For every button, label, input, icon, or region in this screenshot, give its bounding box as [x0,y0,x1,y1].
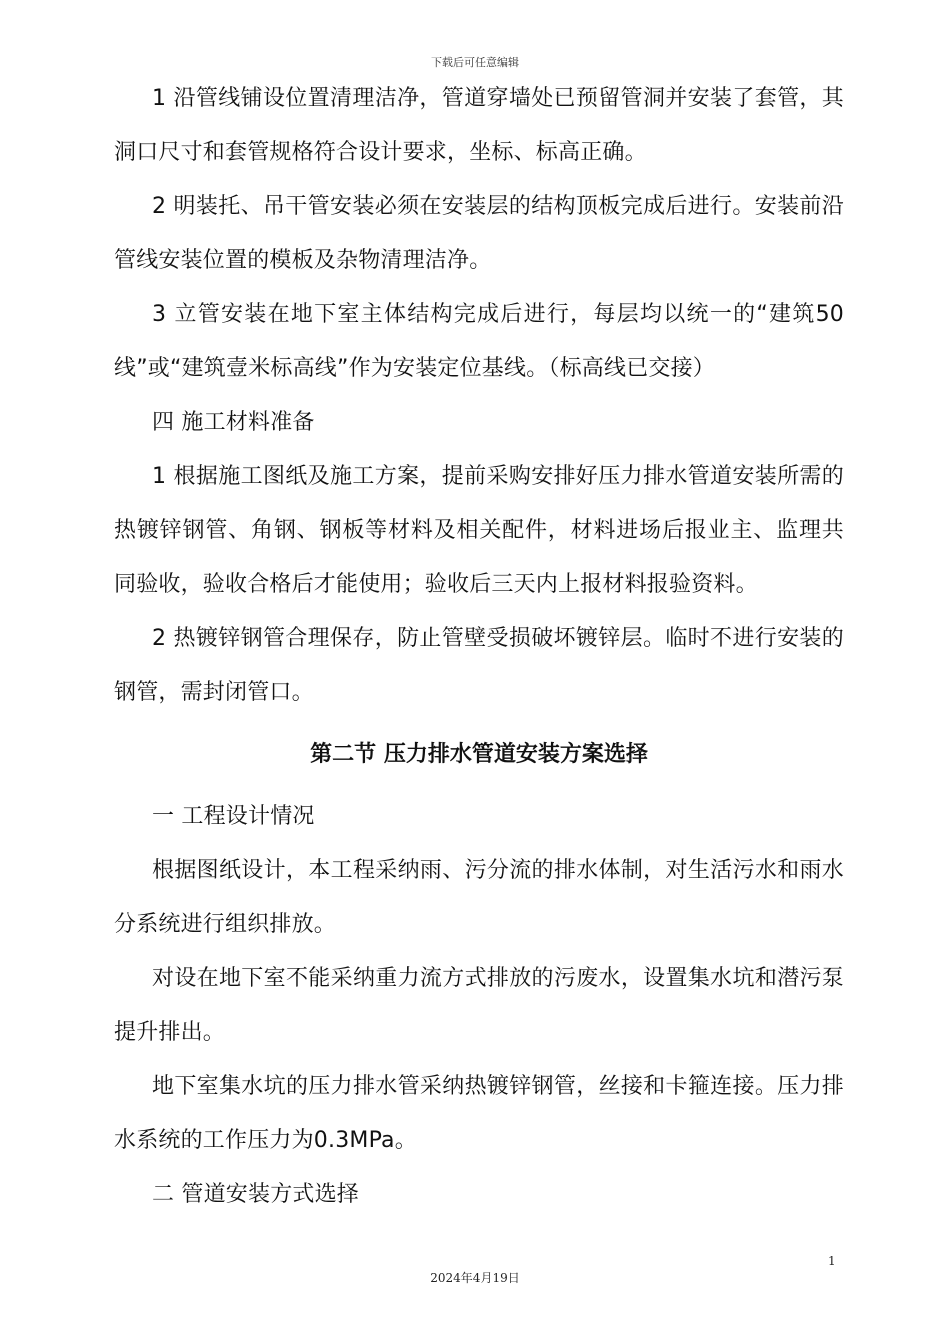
paragraph-pressure-pipe: 地下室集水坑的压力排水管采纳热镀锌钢管，丝接和卡箍连接。压力排水系统的工作压力为0.3MPa。 [114,1074,844,1153]
paragraph-material-procurement: 1 根据施工图纸及施工方案，提前采购安排好压力排水管道安装所需的热镀锌钢管、角钢、钢板等材料及相关配件，材料进场后报业主、监理共同验收，验收合格后才能使用；验收后三天内上报材料报验资料。 [114,464,844,597]
subheading-design-overview: 一 工程设计情况 [152,804,315,829]
section-title: 第二节 压力排水管道安装方案选择 [310,742,648,767]
header-note: 下载后可任意编辑 [431,56,519,69]
document-body [114,72,844,1222]
paragraph-sump-pump: 对设在地下室不能采纳重力流方式排放的污废水，设置集水坑和潜污泵提升排出。 [114,966,844,1045]
paragraph-pipe-storage: 2 热镀锌钢管合理保存，防止管壁受损破坏镀锌层。临时不进行安装的钢管，需封闭管口。 [114,626,844,705]
subheading-material-preparation: 四 施工材料准备 [152,410,315,435]
footer-date: 2024年4月19日 [430,1271,520,1285]
paragraph-exposed-main-pipe: 2 明装托、吊干管安装必须在安装层的结构顶板完成后进行。安装前沿管线安装位置的模板及杂物清理洁净。 [114,194,844,273]
paragraph-pipe-route-clearing: 1 沿管线铺设位置清理洁净，管道穿墙处已预留管洞并安装了套管，其洞口尺寸和套管规格符合设计要求，坐标、标高正确。 [114,86,844,165]
subheading-installation-method: 二 管道安装方式选择 [152,1182,359,1207]
paragraph-riser-installation: 3 立管安装在地下室主体结构完成后进行，每层均以统一的“建筑50线”或“建筑壹米标高线”作为安装定位基线。（标高线已交接） [114,302,844,381]
paragraph-drainage-system: 根据图纸设计，本工程采纳雨、污分流的排水体制，对生活污水和雨水分系统进行组织排放。 [114,858,844,937]
page-number: 1 [828,1254,836,1268]
